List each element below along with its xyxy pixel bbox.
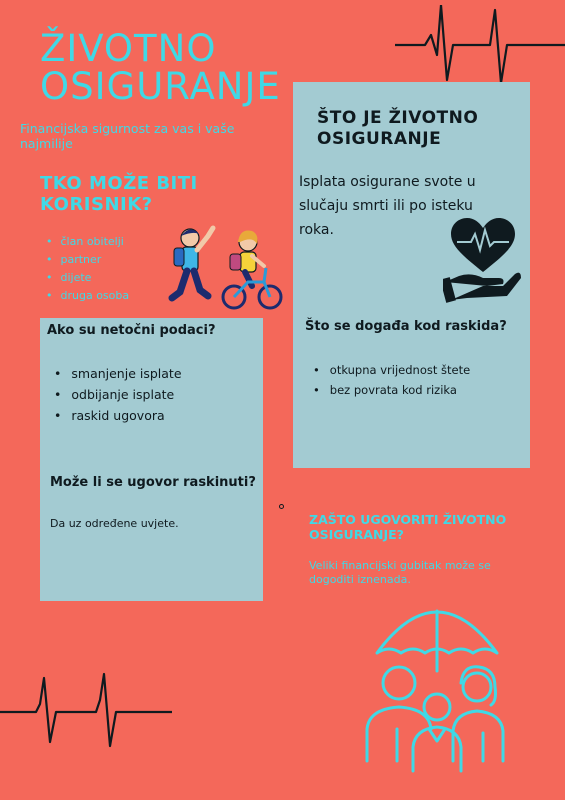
- family-umbrella-icon: [357, 601, 517, 777]
- list-item: • dijete: [46, 269, 129, 287]
- termination-list: [313, 363, 470, 403]
- inaccurate-data-box: [40, 318, 263, 601]
- title-line-1: ŽIVOTNO: [40, 27, 217, 70]
- list-item: • druga osoba: [46, 287, 129, 305]
- why-text: Veliki financijski gubitak može se dogoditi iznenada.: [309, 559, 491, 586]
- list-item: • smanjenje isplate: [54, 366, 182, 387]
- heart-in-hand-icon: [443, 212, 523, 304]
- beneficiaries-list: [46, 233, 129, 305]
- cancel-text: Da uz određene uvjete.: [50, 517, 179, 530]
- beneficiaries-heading: TKO MOŽE BITI KORISNIK?: [40, 173, 198, 215]
- inaccurate-list: [54, 366, 182, 429]
- why-heading: ZAŠTO UGOVORITI ŽIVOTNO OSIGURANJE?: [309, 512, 507, 542]
- title-line-2: OSIGURANJE: [40, 65, 281, 108]
- definition-heading: ŠTO JE ŽIVOTNO OSIGURANJE: [317, 108, 479, 149]
- list-item: • bez povrata kod rizika: [313, 383, 470, 403]
- termination-heading: Što se događa kod raskida?: [305, 319, 507, 334]
- page-subtitle: Financijska sigurnost za vas i vaše najmilije: [20, 121, 235, 151]
- list-item: • raskid ugovora: [54, 408, 182, 429]
- decorative-dot: [279, 504, 284, 509]
- list-item: • partner: [46, 251, 129, 269]
- children-illustration: [160, 222, 285, 312]
- heartbeat-line-icon: [395, 5, 565, 85]
- definition-text: Isplata osigurane svote u slučaju smrti ili po isteku roka.: [299, 174, 476, 238]
- page-title: [40, 27, 281, 108]
- list-item: • otkupna vrijednost štete: [313, 363, 470, 383]
- cancel-heading: Može li se ugovor raskinuti?: [50, 475, 256, 490]
- heartbeat-line-icon: [0, 672, 172, 752]
- list-item: • član obitelji: [46, 233, 129, 251]
- definition-box: [293, 82, 530, 468]
- inaccurate-heading: Ako su netočni podaci?: [47, 323, 216, 338]
- list-item: • odbijanje isplate: [54, 387, 182, 408]
